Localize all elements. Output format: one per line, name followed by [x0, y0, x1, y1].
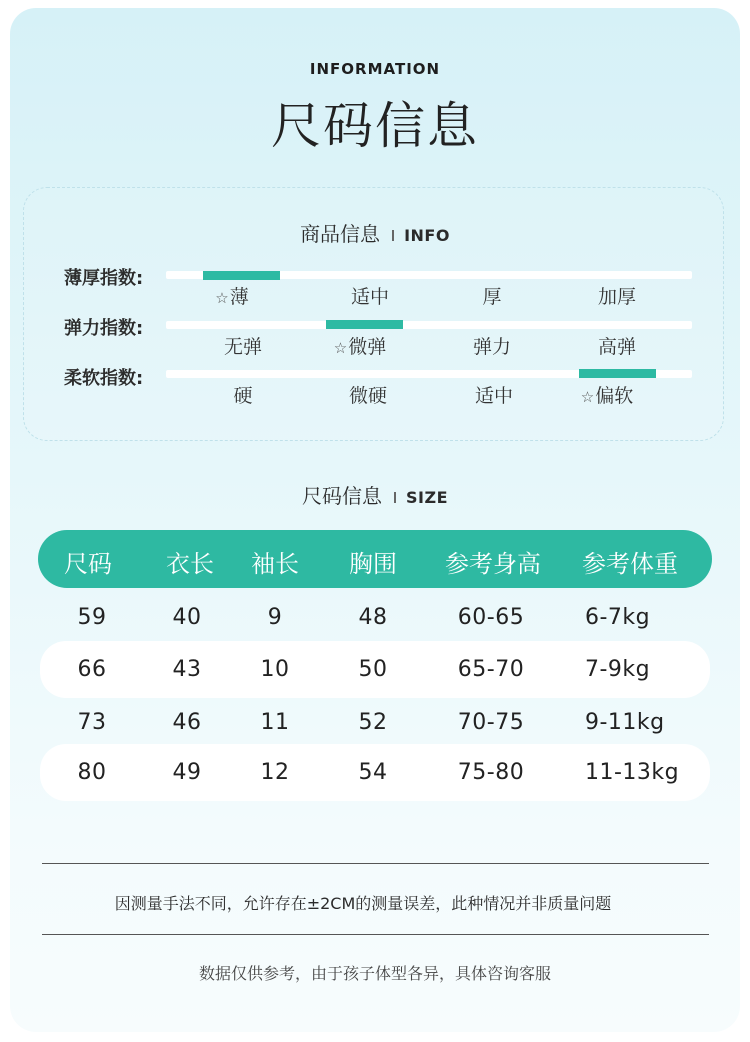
- page-background: [10, 8, 740, 1032]
- table-cell: 46: [172, 710, 202, 735]
- table-cell: 73: [77, 710, 107, 735]
- column-header-size: 尺码: [64, 550, 112, 578]
- table-cell: 6-7kg: [585, 605, 651, 630]
- table-cell: 7-9kg: [585, 657, 651, 682]
- elasticity-option-4: 高弹: [597, 336, 636, 358]
- table-cell: 49: [172, 760, 202, 785]
- info-heading-cn: 商品信息: [300, 222, 381, 246]
- table-cell: 9-11kg: [585, 710, 665, 735]
- star-outline-icon: ☆: [580, 388, 595, 406]
- size-heading-cn: 尺码信息: [301, 484, 382, 508]
- divider-line: [42, 934, 709, 935]
- thickness-option-1: ☆薄: [215, 286, 249, 308]
- elasticity-option-1: 无弹: [223, 336, 262, 358]
- table-cell: 43: [172, 657, 202, 682]
- table-cell: 60-65: [457, 605, 525, 630]
- elasticity-index-label: 弹力指数:: [64, 318, 144, 339]
- column-header-chest: 胸围: [349, 550, 397, 578]
- column-header-weight: 参考体重: [582, 550, 678, 578]
- thickness-option-3: 厚: [482, 286, 502, 308]
- softness-option-4: ☆偏软: [580, 385, 634, 407]
- heading-divider: [394, 492, 396, 503]
- thickness-option-4: 加厚: [597, 286, 636, 308]
- table-cell: 59: [77, 605, 107, 630]
- table-cell: 66: [77, 657, 107, 682]
- table-cell: 70-75: [457, 710, 525, 735]
- softness-option-2: 微硬: [348, 385, 387, 407]
- divider-line: [42, 863, 709, 864]
- table-cell: 65-70: [457, 657, 525, 682]
- page-title: 尺码信息: [271, 97, 479, 155]
- table-cell: 75-80: [457, 760, 525, 785]
- column-header-length: 衣长: [166, 550, 214, 578]
- eyebrow-text: INFORMATION: [309, 60, 441, 78]
- table-cell: 12: [260, 760, 290, 785]
- softness-index-label: 柔软指数:: [64, 368, 144, 389]
- table-cell: 10: [260, 657, 290, 682]
- table-cell: 11-13kg: [585, 760, 680, 785]
- info-heading-en: INFO: [404, 226, 450, 245]
- info-heading: [0, 218, 750, 247]
- star-outline-icon: ☆: [333, 339, 348, 357]
- thickness-option-2: 适中: [350, 286, 389, 308]
- heading-divider: [392, 230, 394, 241]
- table-cell: 11: [260, 710, 290, 735]
- softness-marker: [579, 369, 656, 378]
- star-outline-icon: ☆: [215, 289, 229, 307]
- thickness-marker: [203, 271, 280, 280]
- table-cell: 9: [267, 605, 283, 630]
- softness-option-3: 适中: [474, 385, 513, 407]
- size-heading-en: SIZE: [405, 488, 448, 507]
- table-cell: 50: [358, 657, 388, 682]
- size-heading: [0, 480, 750, 509]
- softness-option-1: 硬: [233, 385, 253, 407]
- table-cell: 80: [77, 760, 107, 785]
- elasticity-marker: [326, 320, 403, 329]
- elasticity-option-2: ☆微弹: [333, 336, 387, 358]
- elasticity-option-3: 弹力: [472, 336, 511, 358]
- table-cell: 52: [358, 710, 388, 735]
- measurement-note: 因测量手法不同，允许存在±2CM的测量误差，此种情况并非质量问题: [114, 894, 612, 913]
- reference-note: 数据仅供参考，由于孩子体型各异，具体咨询客服: [198, 964, 551, 983]
- elasticity-track: [166, 321, 692, 329]
- size-table-header: [38, 530, 712, 588]
- table-cell: 40: [172, 605, 202, 630]
- thickness-index-label: 薄厚指数:: [64, 268, 144, 289]
- column-header-height: 参考身高: [445, 550, 541, 578]
- table-cell: 54: [358, 760, 388, 785]
- column-header-sleeve: 袖长: [251, 550, 299, 578]
- table-cell: 48: [358, 605, 388, 630]
